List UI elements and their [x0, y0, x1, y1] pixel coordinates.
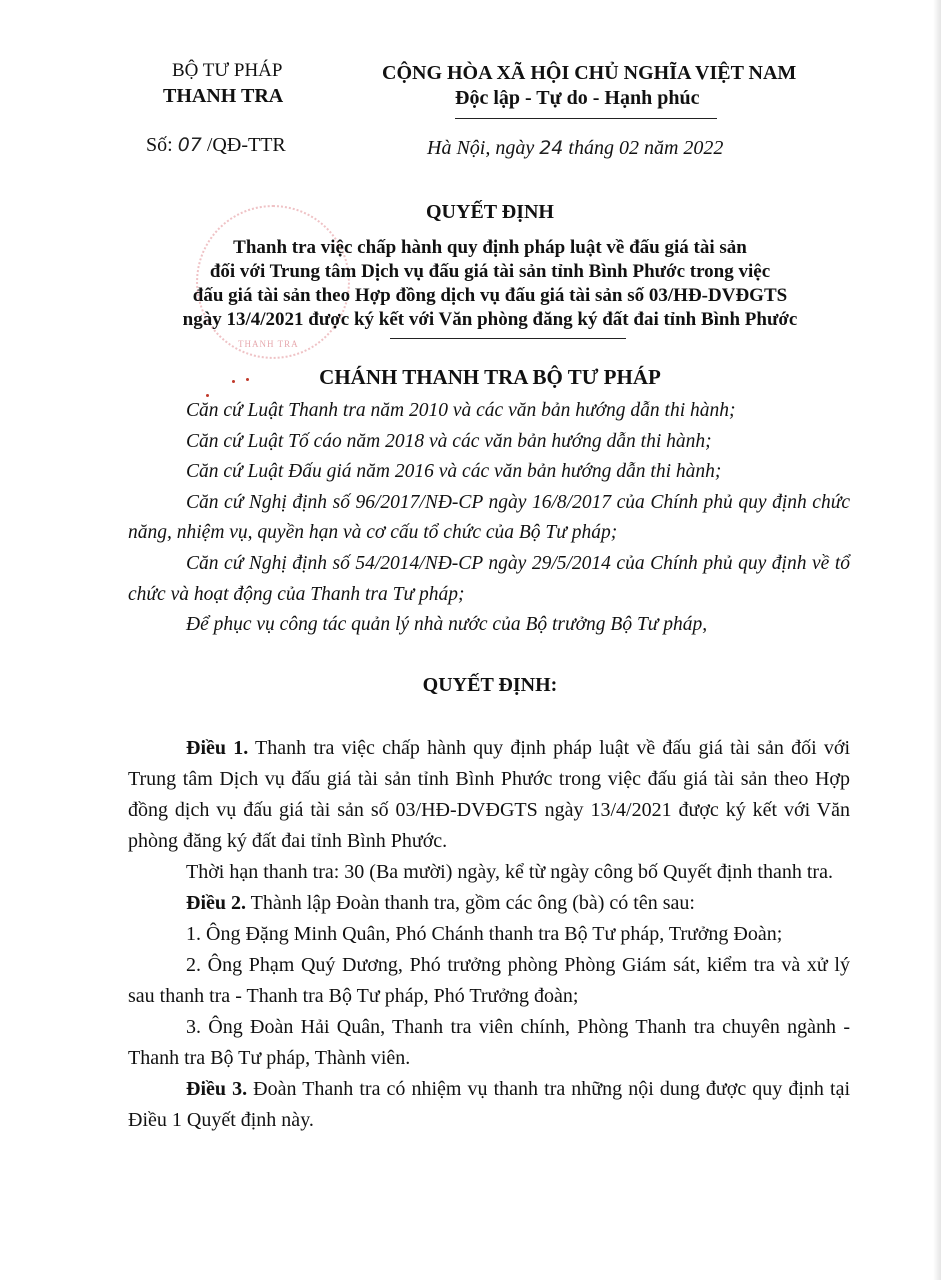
decision-title: QUYẾT ĐỊNH [426, 201, 554, 223]
basis-item: Căn cứ Luật Tố cáo năm 2018 và các văn bản hướng dẫn thi hành; [186, 430, 712, 452]
article-3 [128, 1074, 850, 1136]
basis-item: Để phục vụ công tác quản lý nhà nước của Bộ trưởng Bộ Tư pháp, [186, 614, 708, 636]
subject-line-1: Thanh tra việc chấp hành quy định pháp luật về đấu giá tài sản [233, 237, 747, 258]
article-2-text: Thành lập Đoàn thanh tra, gồm các ông (bà) có tên sau: [250, 892, 695, 914]
country-name: CỘNG HÒA XÃ HỘI CHỦ NGHĨA VIỆT NAM [382, 62, 797, 84]
date-prefix: Hà Nội, ngày [427, 137, 535, 159]
decide-heading: QUYẾT ĐỊNH: [422, 674, 558, 696]
article-1-text: Thanh tra việc chấp hành quy định pháp luật về đấu giá tài sản đối với Trung tâm Dịch vụ đấu giá tài sản tỉnh Bình Phước trong việc đấu giá tài sản theo Hợp đồng dịch vụ đấu giá tài sản số 03/HĐ-DVĐGTS ngày 13/4/2021 được ký kết với Văn phòng đăng ký đất đai tỉnh Bình Phước. [128, 737, 851, 852]
date-line [427, 137, 723, 160]
article-1-label: Điều 1. [186, 737, 249, 759]
subject-underline [390, 338, 626, 339]
member-item: 1. Ông Đặng Minh Quân, Phó Chánh thanh tra Bộ Tư pháp, Trưởng Đoàn; [186, 923, 783, 945]
national-motto: Độc lập - Tự do - Hạnh phúc [455, 87, 700, 109]
member-item: 3. Ông Đoàn Hải Quân, Thanh tra viên chính, Phòng Thanh tra chuyên ngành - Thanh tra Bộ Tư pháp, Thành viên. [128, 1016, 850, 1069]
date-suffix: tháng 02 năm 2022 [568, 137, 724, 159]
decision-subject [140, 236, 840, 332]
issuing-authority: CHÁNH THANH TRA BỘ TƯ PHÁP [319, 365, 661, 389]
date-day-handwritten: 24 [539, 137, 564, 159]
article-2-label: Điều 2. [186, 892, 246, 914]
doc-number-handwritten: 07 [177, 134, 202, 156]
subject-line-4: ngày 13/4/2021 được ký kết với Văn phòng đăng ký đất đai tỉnh Bình Phước [182, 309, 798, 330]
page-edge-shadow [933, 0, 941, 1280]
ministry-name: BỘ TƯ PHÁP [172, 60, 283, 81]
subject-line-2: đối với Trung tâm Dịch vụ đấu giá tài sản tỉnh Bình Phước trong việc [209, 261, 771, 282]
doc-number-prefix: Số: [146, 134, 173, 156]
motto-underline [455, 118, 717, 119]
basis-item: Căn cứ Luật Thanh tra năm 2010 và các văn bản hướng dẫn thi hành; [186, 400, 736, 421]
department-name: THANH TRA [163, 85, 284, 107]
basis-item: Căn cứ Luật Đấu giá năm 2016 và các văn bản hướng dẫn thi hành; [186, 461, 722, 483]
subject-line-3: đấu giá tài sản theo Hợp đồng dịch vụ đấu giá tài sản số 03/HĐ-DVĐGTS [192, 285, 788, 306]
doc-number-suffix: /QĐ-TTR [206, 134, 286, 156]
stamp-text: THANH TRA [238, 339, 299, 349]
article-3-text: Đoàn Thanh tra có nhiệm vụ thanh tra những nội dung được quy định tại Điều 1 Quyết định này. [128, 1078, 850, 1131]
basis-item: Căn cứ Nghị định số 54/2014/NĐ-CP ngày 29/5/2014 của Chính phủ quy định về tổ chức và hoạt động của Thanh tra Tư pháp; [128, 552, 850, 605]
article-1 [128, 733, 850, 857]
member-item: 2. Ông Phạm Quý Dương, Phó trưởng phòng Phòng Giám sát, kiểm tra và xử lý sau thanh tra - Thanh tra Bộ Tư pháp, Phó Trưởng đoàn; [128, 954, 850, 1007]
basis-item: Căn cứ Nghị định số 96/2017/NĐ-CP ngày 16/8/2017 của Chính phủ quy định chức năng, nhiệm vụ, quyền hạn và cơ cấu tổ chức của Bộ Tư pháp; [128, 491, 850, 544]
decision-body [128, 733, 850, 1136]
article-3-label: Điều 3. [186, 1078, 248, 1100]
article-2 [128, 888, 850, 919]
document-number [146, 134, 286, 157]
article-1-duration: Thời hạn thanh tra: 30 (Ba mười) ngày, kể từ ngày công bố Quyết định thanh tra. [186, 861, 833, 883]
legal-basis [128, 396, 850, 641]
